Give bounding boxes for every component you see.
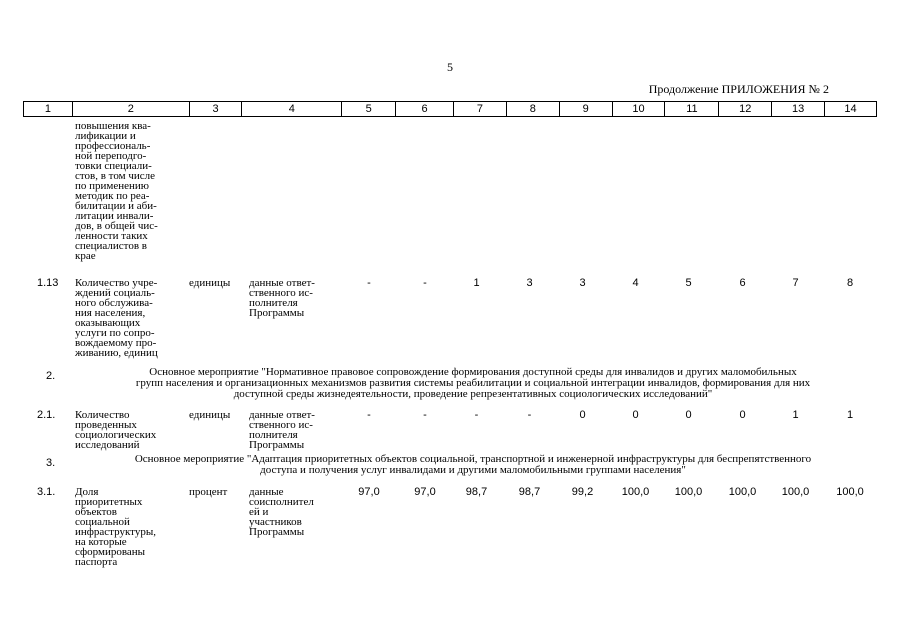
row-3-1-value: 100,0 xyxy=(621,486,650,498)
header-cell: 13 xyxy=(772,102,825,116)
row-3-1-value: 98,7 xyxy=(518,486,541,498)
row-2-1-source: данные ответ- ственного ис- полнителя Программы xyxy=(249,409,315,451)
row-2-1-unit: единицы xyxy=(189,409,231,421)
row-1-13-unit: единицы xyxy=(189,277,231,289)
continuation-caption: Продолжение ПРИЛОЖЕНИЯ № 2 xyxy=(648,82,829,96)
row-1-13-value: 7 xyxy=(792,277,799,289)
row-2-1-value: 0 xyxy=(685,409,692,421)
header-cell: 12 xyxy=(719,102,772,116)
section-3-title-line: доступа и получения услуг инвалидами и другими маломобильными группами населения" xyxy=(260,464,686,476)
header-cell: 4 xyxy=(242,102,342,116)
header-cell: 7 xyxy=(454,102,507,116)
row-1-13-description: Количество учре- ждений социаль- ного обслужива- ния населения, оказывающих услуги по сопро- вождаемому про- живанию, единиц xyxy=(75,277,158,359)
header-cell: 5 xyxy=(342,102,396,116)
row-3-1-value: 100,0 xyxy=(728,486,757,498)
row-2-1-value: - xyxy=(527,409,532,421)
section-2-title-line: групп населения и организационных механизмов развития системы реабилитации и социальной интеграции инвалидов, формирования для них xyxy=(135,377,811,389)
row-2-1-value: - xyxy=(474,409,479,421)
row-1-13-value: 4 xyxy=(632,277,639,289)
row-1-13-source: данные ответ- ственного ис- полнителя Программы xyxy=(249,277,315,319)
row-2-1-value: 0 xyxy=(632,409,639,421)
header-cell: 8 xyxy=(507,102,560,116)
section-3-number: 3. xyxy=(46,457,56,469)
row-2-1-value: 1 xyxy=(792,409,799,421)
row-1-13-value: - xyxy=(367,277,371,289)
table-header-row xyxy=(23,101,877,117)
row-2-1-description: Количество проведенных социологических исследований xyxy=(75,409,157,451)
header-cell: 14 xyxy=(844,103,857,115)
row-2-1-value: 0 xyxy=(579,409,586,421)
row-3-1-value: 100,0 xyxy=(674,486,703,498)
section-2-title-line: Основное мероприятие "Нормативное правовое сопровождение формирования доступной среды для инвалидов и других маломобильных xyxy=(149,366,797,378)
row-2-1-value: 1 xyxy=(846,409,854,421)
row-3-1-value: 99,2 xyxy=(571,486,594,498)
page-number: 5 xyxy=(447,60,453,74)
row-prev-description: повышения ква- лификации и профессиональ- ной переподго- товки специали- стов, в том числе по применению методик по реа- билитации и аби- литации инвали- дов, в общей чис- ленности таких специалистов в крае xyxy=(75,120,158,262)
row-3-1-value: 97,0 xyxy=(358,486,380,498)
row-3-1-value: 100,0 xyxy=(781,486,810,498)
header-cell: 9 xyxy=(560,102,613,116)
row-3-1-unit: процент xyxy=(189,486,228,498)
header-cell: 6 xyxy=(396,102,454,116)
row-1-13-value: 6 xyxy=(739,277,746,289)
header-cell: 2 xyxy=(73,102,190,116)
row-2-1-value: - xyxy=(423,409,427,421)
row-1-13-value: 3 xyxy=(526,277,533,289)
row-3-1-source: данные соисполнител ей и участников Программы xyxy=(249,486,314,538)
header-cell: 3 xyxy=(190,102,243,116)
section-2-title-line: доступной среды жизнедеятельности, проведение репрезентативных социологических исследований" xyxy=(233,388,713,400)
row-1-13-value: 1 xyxy=(473,277,480,289)
row-1-13-value: - xyxy=(423,277,427,289)
row-2-1-number: 2.1. xyxy=(37,409,56,421)
header-cell: 11 xyxy=(665,102,719,116)
row-3-1-description: Доля приоритетных объектов социальной инфраструктуры, на которые сформированы паспорта xyxy=(75,486,156,568)
row-1-13-value: 8 xyxy=(846,277,854,289)
section-3-title-line: Основное мероприятие "Адаптация приоритетных объектов социальной, транспортной и инженерной инфраструктуры для беспрепятственного xyxy=(134,453,812,465)
header-cell: 10 xyxy=(613,102,666,116)
row-1-13-value: 5 xyxy=(685,277,692,289)
row-1-13-value: 3 xyxy=(579,277,586,289)
row-3-1-value: 98,7 xyxy=(465,486,488,498)
row-2-1-value: 0 xyxy=(739,409,746,421)
section-2-number: 2. xyxy=(46,370,56,382)
row-3-1-value: 100,0 xyxy=(836,486,864,498)
row-1-13-number: 1.13 xyxy=(37,277,59,289)
row-3-1-value: 97,0 xyxy=(414,486,436,498)
header-cell: 1 xyxy=(24,102,73,116)
row-3-1-number: 3.1. xyxy=(37,486,56,498)
row-2-1-value: - xyxy=(367,409,371,421)
